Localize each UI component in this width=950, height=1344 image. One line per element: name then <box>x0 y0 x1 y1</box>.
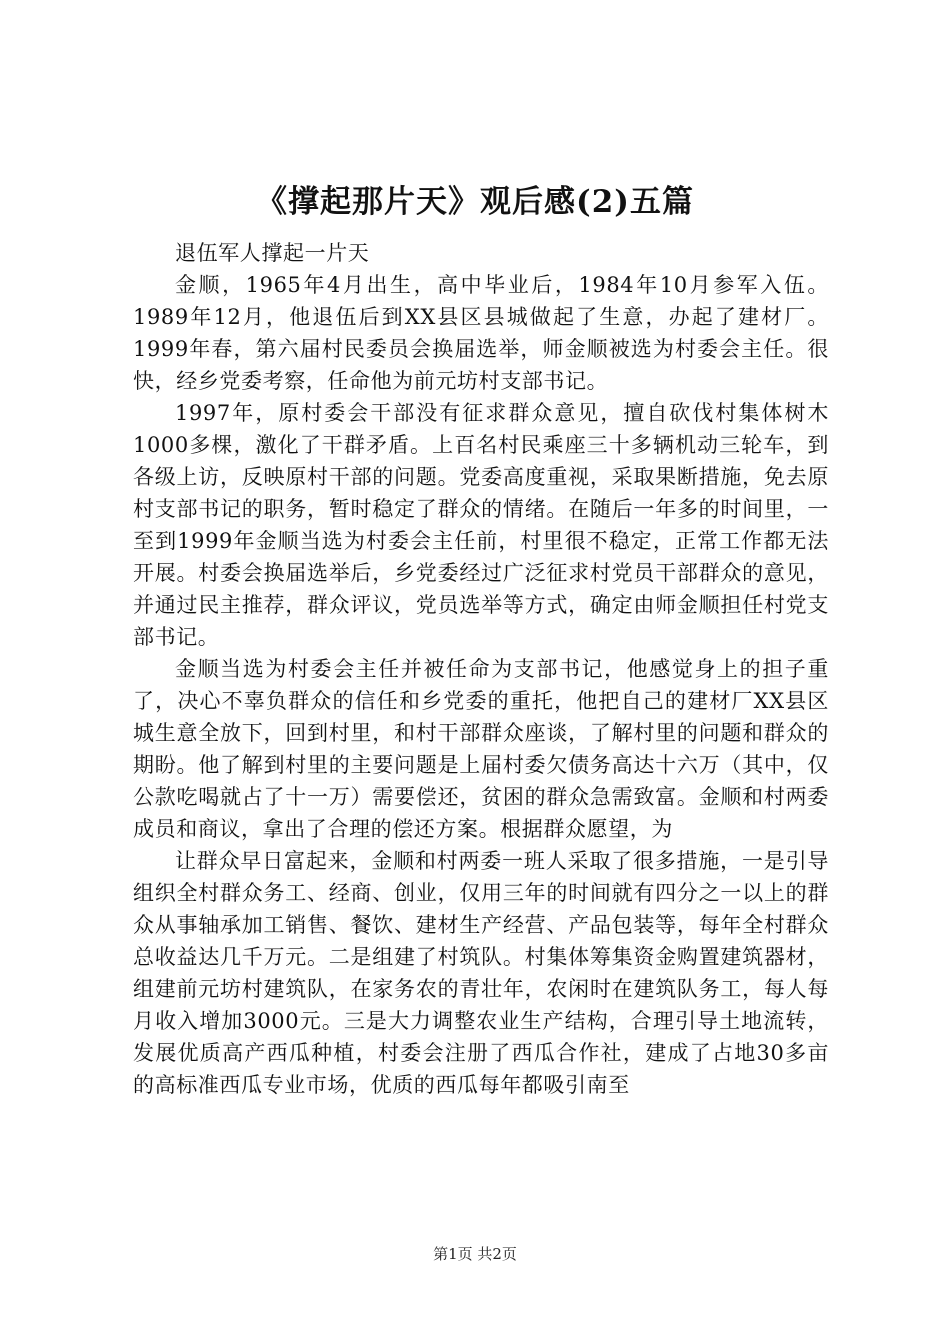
paragraph: 金顺当选为村委会主任并被任命为支部书记，他感觉身上的担子重了，决心不辜负群众的信任和乡党委的重托，他把自己的建材厂XX县区城生意全放下，回到村里，和村干部群众座谈，了解村里的问题和群众的期盼。他了解到村里的主要问题是上届村委欠债务高达十六万（其中，仅公款吃喝就占了十一万）需要偿还，贫困的群众急需致富。金顺和村两委成员和商议，拿出了合理的偿还方案。根据群众愿望，为 <box>133 657 829 841</box>
paragraph: 让群众早日富起来，金顺和村两委一班人采取了很多措施，一是引导组织全村群众务工、经商、创业，仅用三年的时间就有四分之一以上的群众从事轴承加工销售、餐饮、建材生产经营、产品包装等，每年全村群众总收益达几千万元。二是组建了村筑队。村集体筹集资金购置建筑器材，组建前元坊村建筑队，在家务农的青壮年，农闲时在建筑队务工，每人每月收入增加3000元。三是大力调整农业生产结构，合理引导土地流转，发展优质高产西瓜种植，村委会注册了西瓜合作社，建成了占地30多亩的高标准西瓜专业市场，优质的西瓜每年都吸引南至 <box>133 849 829 1097</box>
document-title: 《撑起那片天》观后感(2)五篇 <box>256 184 694 220</box>
document-body <box>133 237 829 1101</box>
document-subheading: 退伍军人撑起一片天 <box>175 241 370 265</box>
paragraph: 1997年，原村委会干部没有征求群众意见，擅自砍伐村集体树木1000多棵，激化了干群矛盾。上百名村民乘座三十多辆机动三轮车，到各级上访，反映原村干部的问题。党委高度重视，采取果断措施，免去原村支部书记的职务，暂时稳定了群众的情绪。在随后一年多的时间里，一至到1999年金顺当选为村委会主任前，村里很不稳定，正常工作都无法开展。村委会换届选举后，乡党委经过广泛征求村党员干部群众的意见，并通过民主推荐，群众评议，党员选举等方式，确定由师金顺担任村党支部书记。 <box>133 401 829 649</box>
page-footer: 第1页 共2页 <box>433 1245 517 1263</box>
paragraph: 金顺，1965年4月出生，高中毕业后，1984年10月参军入伍。1989年12月，他退伍后到XX县区县城做起了生意，办起了建材厂。1999年春，第六届村民委员会换届选举，师金顺被选为村委会主任。很快，经乡党委考察，任命他为前元坊村支部书记。 <box>133 273 829 393</box>
